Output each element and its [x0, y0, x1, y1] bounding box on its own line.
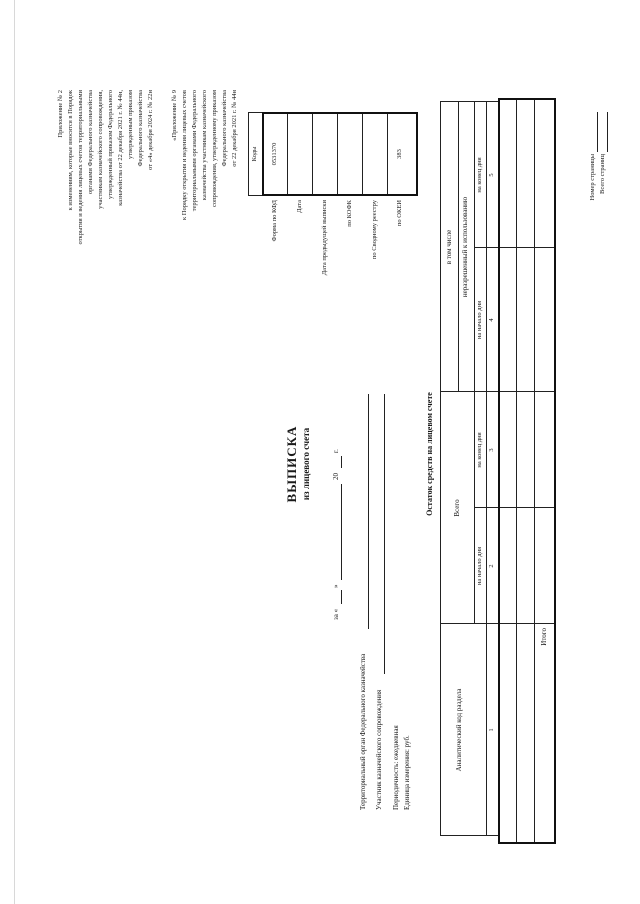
table-caption: Остаток средств на лицевом счете — [425, 392, 434, 516]
codes-row-divider — [387, 114, 388, 194]
field-treasury-body-underline — [368, 394, 369, 629]
table-number-row-line — [486, 102, 487, 836]
appendix-1-line: открытия и ведения лицевых счетов территориальными — [77, 90, 84, 245]
field-unit: Единица измерения: руб. — [403, 735, 411, 810]
codes-row-divider — [287, 114, 288, 194]
table-row-line — [516, 100, 517, 842]
codes-row-divider — [337, 114, 338, 194]
col-number: 2 — [488, 564, 495, 568]
field-participant-underline — [384, 394, 385, 674]
appendix-1-line: органами Федерального казначейства — [87, 90, 94, 195]
appendix-1-line: утвержденным приказом — [127, 90, 134, 159]
field-participant: Участник казначейского сопровождения — [375, 689, 383, 810]
date-month-underline — [341, 484, 342, 580]
header-unused-end: на конец дня — [476, 157, 483, 193]
codes-row-divider — [362, 114, 363, 194]
header-total-start: на начало дня — [476, 546, 483, 586]
date-day-underline — [341, 590, 342, 604]
date-year-suffix: г. — [332, 449, 340, 453]
header-unused-start: на начало дня — [476, 300, 483, 340]
date-quote: » — [332, 584, 340, 588]
header-incl: в том числе — [445, 229, 453, 265]
table-body-col — [500, 623, 554, 624]
col-number: 3 — [488, 448, 495, 452]
footer-page-number-underline — [597, 112, 598, 152]
scan-mark — [14, 0, 15, 904]
date-prefix: за « — [332, 608, 340, 620]
table-body-col — [500, 247, 554, 248]
document-subtitle: из лицевого счета — [301, 427, 311, 501]
code-label-date: Дата — [296, 200, 303, 213]
table-body-col — [500, 391, 554, 392]
footer-page-number: Номер страницы — [589, 154, 596, 201]
codes-header: Коды — [251, 146, 258, 162]
header-total-end: на конец дня — [476, 432, 483, 468]
appendix-2-line: Федерального казначейства — [221, 90, 228, 167]
code-label-kfd: Форма по КФД — [271, 200, 278, 242]
appendix-2-line: к Порядку открытия и ведения лицевых счетов — [181, 90, 188, 221]
total-label: Итого — [540, 628, 548, 646]
table-body — [498, 98, 556, 844]
appendix-1-line: от «4» декабря 2024 г. № 22н — [147, 90, 154, 170]
code-value-okei: 383 — [396, 149, 403, 159]
document-title: ВЫПИСКА — [284, 425, 299, 503]
appendix-1-line: утвержденный приказом Федерального — [107, 90, 114, 199]
appendix-2-line: от 22 декабря 2021 г. № 44н — [231, 90, 238, 167]
table-incl-line — [458, 102, 459, 392]
codes-box — [262, 112, 418, 196]
field-treasury-body: Территориальный орган Федерального казначейства — [359, 653, 367, 810]
appendix-1-line: Федерального казначейства — [137, 90, 144, 167]
appendix-2-line: территориальными органами Федерального — [191, 90, 198, 212]
appendix-1-line: к изменениям, которые вносятся в Порядок — [67, 90, 74, 211]
appendix-2-line: казначейства участникам казначейского — [201, 90, 208, 201]
table-body-col — [500, 507, 554, 508]
table-top-border — [440, 102, 441, 836]
appendix-2-line: «Приложение № 9 — [171, 90, 178, 141]
code-label-kofk: по КОФК — [346, 200, 353, 227]
appendix-1-line: участникам казначейского сопровождения, — [97, 90, 104, 209]
header-total: Всего — [453, 499, 461, 517]
header-code: Аналитический код раздела — [455, 688, 463, 772]
date-century: 20 — [332, 473, 340, 480]
appendix-2-line: сопровождения, утвержденному приказом — [211, 90, 218, 208]
code-label-prev-date: Дата предыдущей выписки — [321, 200, 328, 276]
header-unused: неразрешенный к использованию — [461, 196, 469, 298]
col-number: 1 — [488, 728, 495, 732]
codes-row-divider — [312, 114, 313, 194]
code-value-kfd: 0531370 — [271, 142, 278, 166]
table-subheader-line — [474, 102, 475, 624]
footer-total-pages-underline — [607, 112, 608, 152]
footer-total-pages: Всего страниц — [599, 154, 606, 194]
col-number: 4 — [488, 318, 495, 322]
appendix-1-line: казначейства от 22 декабря 2021 г. № 44н, — [117, 90, 124, 206]
code-label-okei: по ОКЕИ — [396, 200, 403, 227]
field-periodicity: Периодичность: ежедневная — [392, 725, 400, 810]
table-row-line — [534, 100, 535, 842]
appendix-1-line: Приложение № 2 — [57, 90, 64, 138]
code-label-registry: по Сводному реестру — [371, 200, 378, 260]
date-year-underline — [341, 456, 342, 468]
col-number: 5 — [488, 173, 495, 177]
